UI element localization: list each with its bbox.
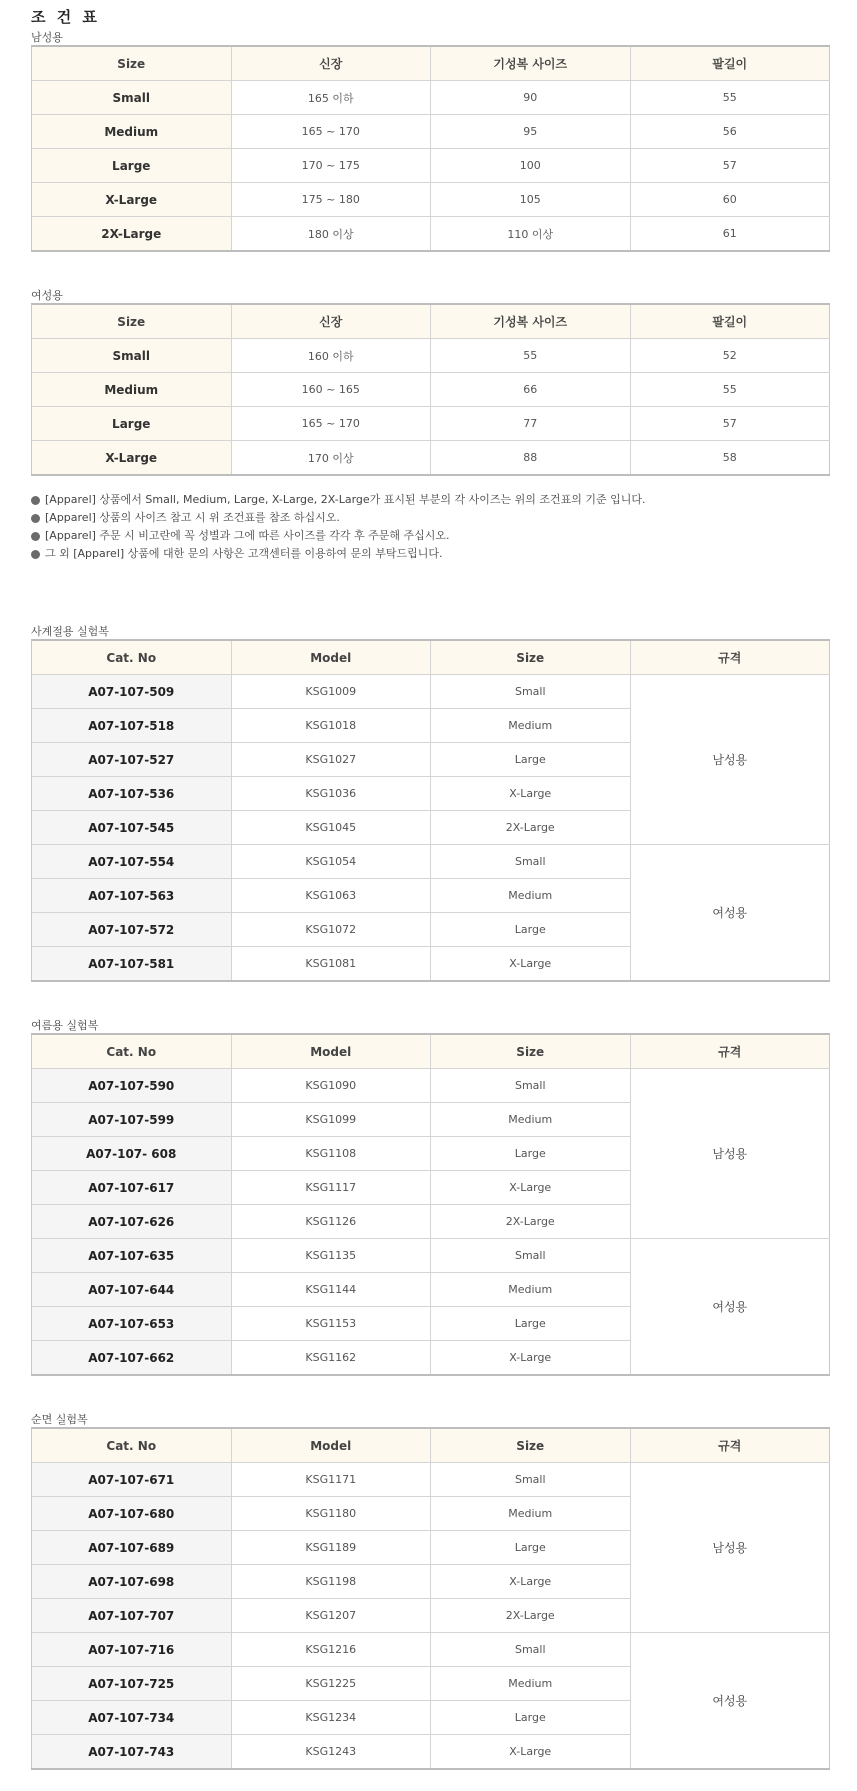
model: KSG1216 [231,1633,431,1667]
table-cell: 170 ~ 175 [231,149,431,183]
size-label: Large [32,407,232,441]
size: Medium [431,1497,631,1531]
size: Large [431,1307,631,1341]
size: X-Large [431,947,631,982]
model: KSG1081 [231,947,431,982]
size: Small [431,1239,631,1273]
model: KSG1090 [231,1069,431,1103]
table-cell: 110 이상 [431,217,631,252]
column-header: Size [431,1428,631,1463]
model: KSG1027 [231,743,431,777]
model: KSG1126 [231,1205,431,1239]
model: KSG1054 [231,845,431,879]
model: KSG1162 [231,1341,431,1376]
cat-no: A07-107-725 [32,1667,232,1701]
column-header: 팔길이 [630,304,830,339]
summer-coat-table [31,1033,830,1376]
model: KSG1180 [231,1497,431,1531]
table-cell: 165 이하 [231,81,431,115]
table-cell: 88 [431,441,631,476]
model: KSG1198 [231,1565,431,1599]
table-cell: 77 [431,407,631,441]
bullet-icon [31,532,40,541]
header-row [32,640,830,675]
column-header: Cat. No [32,1034,232,1069]
column-header: Size [431,1034,631,1069]
table-cell: 105 [431,183,631,217]
model: KSG1009 [231,675,431,709]
cat-no: A07-107-527 [32,743,232,777]
table-cell: 175 ~ 180 [231,183,431,217]
cat-no: A07-107-563 [32,879,232,913]
size: X-Large [431,777,631,811]
model: KSG1063 [231,879,431,913]
size: Small [431,675,631,709]
model: KSG1189 [231,1531,431,1565]
table-cell: 100 [431,149,631,183]
gender-spec: 남성용 [630,1069,830,1239]
cat-no: A07-107-617 [32,1171,232,1205]
model: KSG1207 [231,1599,431,1633]
cat-no: A07-107-518 [32,709,232,743]
bullet-icon [31,514,40,523]
table-row [32,81,830,115]
cotton-coat-table [31,1427,830,1770]
model: KSG1243 [231,1735,431,1770]
size: 2X-Large [431,811,631,845]
table-row [32,149,830,183]
size: 2X-Large [431,1205,631,1239]
size: Small [431,1069,631,1103]
cat-no: A07-107-689 [32,1531,232,1565]
allseason-coat-table [31,639,830,982]
header-row [32,304,830,339]
table-row [32,845,830,879]
column-header: Cat. No [32,1428,232,1463]
size: Medium [431,1103,631,1137]
note-item [31,509,646,527]
model: KSG1036 [231,777,431,811]
model: KSG1153 [231,1307,431,1341]
note-text: [Apparel] 상품에서 Small, Medium, Large, X-Large, 2X-Large가 표시된 부분의 각 사이즈는 위의 조건표의 기준 입니다. [45,493,646,506]
size-label: Medium [32,373,232,407]
size: Large [431,1701,631,1735]
cat-no: A07-107-662 [32,1341,232,1376]
table-cell: 95 [431,115,631,149]
column-header: Cat. No [32,640,232,675]
size: X-Large [431,1735,631,1770]
table-cell: 90 [431,81,631,115]
table-row [32,115,830,149]
cat-no: A07-107-590 [32,1069,232,1103]
table-row [32,373,830,407]
size: Medium [431,1273,631,1307]
table-row [32,183,830,217]
note-text: [Apparel] 상품의 사이즈 참고 시 위 조건표를 참조 하십시오. [45,511,340,524]
note-text: 그 외 [Apparel] 상품에 대한 문의 사항은 고객센터를 이용하여 문의 부탁드립니다. [45,547,443,560]
table-cell: 57 [630,407,830,441]
men-size-caption: 남성용 [31,31,63,44]
gender-spec: 여성용 [630,1633,830,1770]
gender-spec: 남성용 [630,1463,830,1633]
model: KSG1045 [231,811,431,845]
column-header: Size [32,46,232,81]
size: Large [431,1531,631,1565]
table-cell: 165 ~ 170 [231,407,431,441]
size: X-Large [431,1565,631,1599]
column-header: 신장 [231,304,431,339]
cat-no: A07-107-644 [32,1273,232,1307]
column-header: Size [32,304,232,339]
bullet-icon [31,496,40,505]
column-header: 신장 [231,46,431,81]
model: KSG1135 [231,1239,431,1273]
table-row [32,1633,830,1667]
size-label: Large [32,149,232,183]
cotton-coat-caption: 순면 실험복 [31,1413,88,1426]
cat-no: A07-107-680 [32,1497,232,1531]
table-cell: 160 ~ 165 [231,373,431,407]
size: Medium [431,1667,631,1701]
notes-list [31,491,646,563]
column-header: 규격 [630,1034,830,1069]
size: Small [431,845,631,879]
cat-no: A07-107-509 [32,675,232,709]
column-header: Model [231,1034,431,1069]
table-cell: 55 [431,339,631,373]
table-cell: 57 [630,149,830,183]
size: Small [431,1633,631,1667]
note-item [31,527,646,545]
gender-spec: 여성용 [630,1239,830,1376]
table-row [32,1069,830,1103]
column-header: 기성복 사이즈 [431,46,631,81]
gender-spec: 여성용 [630,845,830,982]
cat-no: A07-107-572 [32,913,232,947]
allseason-coat-caption: 사계절용 실험복 [31,625,109,638]
size: Large [431,1137,631,1171]
size-label: X-Large [32,183,232,217]
table-cell: 55 [630,373,830,407]
note-item [31,545,646,563]
table-row [32,441,830,476]
column-header: 팔길이 [630,46,830,81]
size: Small [431,1463,631,1497]
column-header: 규격 [630,1428,830,1463]
model: KSG1171 [231,1463,431,1497]
model: KSG1234 [231,1701,431,1735]
size-label: 2X-Large [32,217,232,252]
size-label: Medium [32,115,232,149]
table-cell: 58 [630,441,830,476]
table-row [32,407,830,441]
model: KSG1225 [231,1667,431,1701]
table-row [32,1463,830,1497]
size: Medium [431,709,631,743]
table-row [32,675,830,709]
size: Large [431,743,631,777]
table-cell: 56 [630,115,830,149]
cat-no: A07-107-536 [32,777,232,811]
table-cell: 55 [630,81,830,115]
column-header: 기성복 사이즈 [431,304,631,339]
column-header: Model [231,1428,431,1463]
cat-no: A07-107-545 [32,811,232,845]
table-row [32,217,830,252]
cat-no: A07-107-653 [32,1307,232,1341]
header-row [32,1034,830,1069]
header-row [32,1428,830,1463]
size: Medium [431,879,631,913]
page-title: 조 건 표 [31,8,100,26]
table-cell: 170 이상 [231,441,431,476]
bullet-icon [31,550,40,559]
women-size-caption: 여성용 [31,289,63,302]
cat-no: A07-107- 608 [32,1137,232,1171]
women-size-table [31,303,830,476]
header-row [32,46,830,81]
table-cell: 52 [630,339,830,373]
cat-no: A07-107-599 [32,1103,232,1137]
table-row [32,1239,830,1273]
size: Large [431,913,631,947]
cat-no: A07-107-554 [32,845,232,879]
size: X-Large [431,1341,631,1376]
model: KSG1018 [231,709,431,743]
model: KSG1144 [231,1273,431,1307]
cat-no: A07-107-743 [32,1735,232,1770]
size: X-Large [431,1171,631,1205]
column-header: Size [431,640,631,675]
cat-no: A07-107-635 [32,1239,232,1273]
table-cell: 66 [431,373,631,407]
table-cell: 160 이하 [231,339,431,373]
model: KSG1099 [231,1103,431,1137]
column-header: Model [231,640,431,675]
table-row [32,339,830,373]
table-cell: 180 이상 [231,217,431,252]
note-text: [Apparel] 주문 시 비고란에 꼭 성별과 그에 따른 사이즈를 각각 후 주문해 주십시오. [45,529,450,542]
size-label: Small [32,339,232,373]
men-size-table [31,45,830,252]
gender-spec: 남성용 [630,675,830,845]
cat-no: A07-107-671 [32,1463,232,1497]
cat-no: A07-107-734 [32,1701,232,1735]
cat-no: A07-107-707 [32,1599,232,1633]
note-item [31,491,646,509]
model: KSG1072 [231,913,431,947]
cat-no: A07-107-716 [32,1633,232,1667]
cat-no: A07-107-581 [32,947,232,982]
table-cell: 61 [630,217,830,252]
summer-coat-caption: 여름용 실험복 [31,1019,99,1032]
size: 2X-Large [431,1599,631,1633]
model: KSG1108 [231,1137,431,1171]
table-cell: 165 ~ 170 [231,115,431,149]
size-label: X-Large [32,441,232,476]
cat-no: A07-107-698 [32,1565,232,1599]
table-cell: 60 [630,183,830,217]
model: KSG1117 [231,1171,431,1205]
cat-no: A07-107-626 [32,1205,232,1239]
size-label: Small [32,81,232,115]
column-header: 규격 [630,640,830,675]
